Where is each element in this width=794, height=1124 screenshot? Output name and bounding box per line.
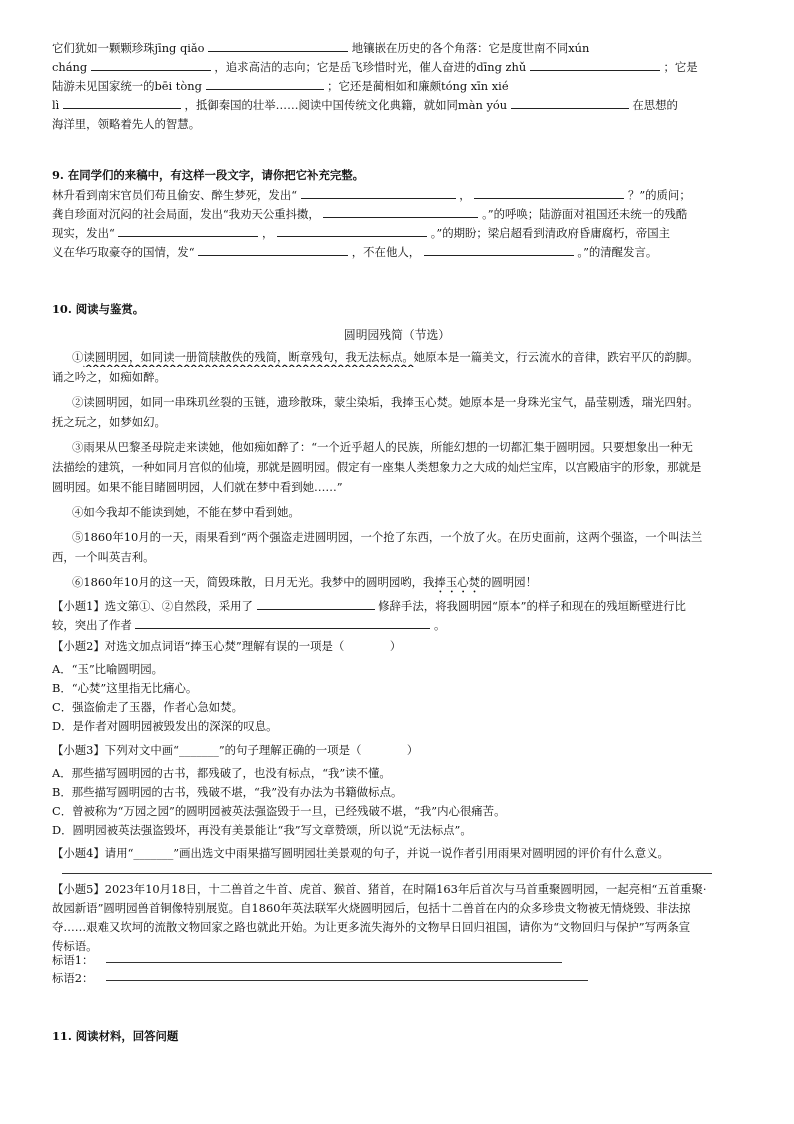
q8-text: 地镶嵌在历史的各个角落：它是度世南不同xún xyxy=(351,41,590,55)
q9-text: ， xyxy=(262,226,274,240)
paragraph-text: 。她原本是一身珠光宝气，晶莹剔透，瑞光四射。 xyxy=(447,395,699,409)
q9-line-4 xyxy=(52,243,747,262)
option-b[interactable]: B．那些描写圆明园的古书，残破不堪，“我”没有办法为书籍做标点。 xyxy=(52,785,403,799)
q8-text: lì xyxy=(52,98,60,112)
q9-text: 。”的期盼；梁启超看到清政府昏庸腐朽，帝国主 xyxy=(430,226,671,240)
q8-line-4 xyxy=(52,96,747,115)
q8-text: cháng xyxy=(52,60,88,74)
q9-text: 龚自珍面对沉闷的社会局面，发出“我劝天公重抖擞， xyxy=(52,207,320,221)
paragraph-text: ⑥1860年10月的这一天，简毁珠散，日月无光。我梦中的圆明园哟，我 xyxy=(72,575,435,589)
slogan-2-label: 标语2： xyxy=(52,971,94,985)
dotted-phrase: 捧玉心焚 xyxy=(434,575,480,589)
q9-text: 林升看到南宋官员们苟且偷安、醉生梦死，发出“ xyxy=(52,188,298,202)
answer-blank[interactable] xyxy=(511,96,629,109)
subquestion-1 xyxy=(52,597,747,616)
q11-heading: 11. 阅读材料，回答问题 xyxy=(52,1029,179,1043)
paragraph-3-cont: 法描绘的建筑，一种如同月宫似的仙境，那就是圆明园。假定有一座集人类想象力之大成的灿烂宝库，以宫殿庙宇的形象，那就是 xyxy=(52,460,702,474)
subquestion-3: 【小题3】下列对文中画“_______”的句子理解正确的一项是（ ） xyxy=(52,743,419,757)
q8-text: ；它还是蔺相如和廉颇tóng xīn xié xyxy=(327,79,509,93)
subquestion-1-cont xyxy=(52,616,747,635)
subquestion-5-cont: 故园新语”圆明园兽首铜像特别展览。自1860年英法联军火烧圆明园后，包括十二兽首在内的众多珍贵文物被无情烧毁、非法掠 xyxy=(52,901,691,915)
paragraph-text: ②读圆明园，如同一串珠玑丝裂的玉链，遗珍散珠，蒙尘染垢，我 xyxy=(72,395,403,409)
q8-line-3 xyxy=(52,77,747,96)
option-b[interactable]: B．“心焚”这里指无比痛心。 xyxy=(52,681,198,695)
paragraph-2 xyxy=(72,393,747,412)
option-a[interactable]: A．“玉”比喻圆明园。 xyxy=(52,662,163,676)
paragraph-text: 她原本是一篇美文，行云流水的音律，跌宕平仄的韵脚。 xyxy=(413,350,699,364)
subquestion-5-cont: 传标语。 xyxy=(52,939,98,953)
q8-text: 陆游未见国家统一的bēi tòng xyxy=(52,79,202,93)
q9-text: ？”的质问； xyxy=(627,188,691,202)
q8-text: ，追求高洁的志向；它是岳飞珍惜时光，催人奋进的dīng zhǔ xyxy=(214,60,527,74)
subquestion-text: 【小题1】选文第①、②自然段，采用了 xyxy=(52,599,253,613)
option-c[interactable]: C．强盗偷走了玉器，作者心急如焚。 xyxy=(52,700,243,714)
q9-line-3 xyxy=(52,224,747,243)
passage-title: 圆明园残简（节选） xyxy=(343,328,451,342)
answer-blank[interactable] xyxy=(323,205,478,218)
paragraph-6 xyxy=(72,573,747,596)
answer-blank[interactable] xyxy=(118,224,258,237)
option-d[interactable]: D．是作者对圆明园被毁发出的深深的叹息。 xyxy=(52,719,278,733)
q8-line-2 xyxy=(52,58,747,77)
q8-text: ，抵御秦国的壮举……阅读中国传统文化典籍，就如同màn yóu xyxy=(184,98,508,112)
q9-text: 现实，发出“ xyxy=(52,226,115,240)
paragraph-2-cont: 抚之玩之，如梦如幻。 xyxy=(52,415,166,429)
paragraph-1 xyxy=(72,348,747,367)
paragraph-1-cont: 诵之吟之，如痴如醉。 xyxy=(52,370,166,384)
option-d[interactable]: D．圆明园被英法强盗毁坏，再没有美景能让“我”写文章赞颂，所以说“无法标点”。 xyxy=(52,823,472,837)
answer-blank[interactable] xyxy=(530,58,660,71)
answer-blank[interactable] xyxy=(277,224,427,237)
q8-text: 它们犹如一颗颗珍珠jīng qiǎo xyxy=(52,41,205,55)
paragraph-5: ⑤1860年10月的一天，雨果看到“两个强盗走进圆明园，一个抢了东西，一个放了火。在历史面前，这两个强盗，一个叫法兰 xyxy=(72,530,703,544)
q9-line-1 xyxy=(52,186,747,205)
subquestion-2: 【小题2】对选文加点词语“捧玉心焚”理解有误的一项是（ ） xyxy=(52,639,402,653)
q9-text: 义在华巧取豪夺的国情，发“ xyxy=(52,245,195,259)
answer-blank[interactable] xyxy=(424,243,574,256)
emphasized-phrase: 捧玉心焚 xyxy=(402,395,448,409)
answer-blank[interactable] xyxy=(135,616,430,629)
paragraph-text: 的圆明园！ xyxy=(480,575,537,589)
slogan-2-line[interactable] xyxy=(106,980,588,981)
paragraph-4: ④如今我却不能读到她，不能在梦中看到她。 xyxy=(72,505,300,519)
q9-heading: 9. 在同学们的来稿中，有这样一段文字，请你把它补充完整。 xyxy=(52,168,365,182)
slogan-2-row xyxy=(52,969,747,988)
q8-line-1 xyxy=(52,39,747,58)
q8-line-5 xyxy=(52,115,747,134)
q9-text: ，不在他人， xyxy=(351,245,421,259)
paragraph-number: ① xyxy=(72,350,84,364)
slogan-1-label: 标语1： xyxy=(52,953,94,967)
option-a[interactable]: A．那些描写圆明园的古书，都残破了，也没有标点，“我”读不懂。 xyxy=(52,766,391,780)
q10-heading: 10. 阅读与鉴赏。 xyxy=(52,302,145,316)
subquestion-text: 较，突出了作者 xyxy=(52,618,132,632)
q9-text: ， xyxy=(459,188,471,202)
answer-blank[interactable] xyxy=(208,39,348,52)
answer-blank[interactable] xyxy=(206,77,324,90)
paragraph-3-cont: 圆明园。如果不能目睹圆明园，人们就在梦中看到她……” xyxy=(52,480,343,494)
q9-line-2 xyxy=(52,205,747,224)
q8-text: 在思想的 xyxy=(632,98,678,112)
paragraph-3: ③雨果从巴黎圣母院走来读她，他如痴如醉了：“一个近乎超人的民族，所能幻想的一切都汇集于圆明园。只要想象出一种无 xyxy=(72,440,693,454)
answer-blank[interactable] xyxy=(474,186,624,199)
answer-blank[interactable] xyxy=(91,58,211,71)
subquestion-5-cont: 夺……艰难又坎坷的流散文物回家之路也就此开始。为让更多流失海外的文物早日回归祖国，请你为“文物回归与保护”写两条宣 xyxy=(52,920,691,934)
slogan-1-line[interactable] xyxy=(106,962,562,963)
q8-text: 海洋里，领略着先人的智慧。 xyxy=(52,117,201,131)
paragraph-5-cont: 西，一个叫英吉利。 xyxy=(52,550,155,564)
subquestion-4: 【小题4】请用“_______”画出选文中雨果描写圆明园壮美景观的句子，并说一说作者引用雨果对圆明园的评价有什么意义。 xyxy=(52,846,669,860)
answer-blank[interactable] xyxy=(63,96,181,109)
answer-line[interactable] xyxy=(62,873,712,874)
wavy-underlined-sentence: 读圆明园，如同读一册简牍散佚的残简，断章残句，我无法标点。 xyxy=(83,350,414,364)
answer-blank[interactable] xyxy=(301,186,456,199)
option-c[interactable]: C．曾被称为“万园之园”的圆明园被英法强盗毁于一旦，已经残破不堪，“我”内心很痛苦。 xyxy=(52,804,506,818)
q8-text: ；它是 xyxy=(663,60,698,74)
subquestion-text: 。 xyxy=(434,618,446,632)
answer-blank[interactable] xyxy=(198,243,348,256)
slogan-1-row xyxy=(52,951,747,970)
q9-text: 。”的清醒发言。 xyxy=(577,245,658,259)
subquestion-text: 修辞手法，将我圆明园“原本”的样子和现在的残垣断壁进行比 xyxy=(378,599,686,613)
q9-text: 。”的呼唤；陆游面对祖国还未统一的残酷 xyxy=(482,207,688,221)
subquestion-5: 【小题5】2023年10月18日，十二兽首之牛首、虎首、猴首、猪首，在时隔163年后首次与马首重聚圆明园，一起亮相“五首重聚· xyxy=(52,882,707,896)
answer-blank[interactable] xyxy=(257,597,375,610)
